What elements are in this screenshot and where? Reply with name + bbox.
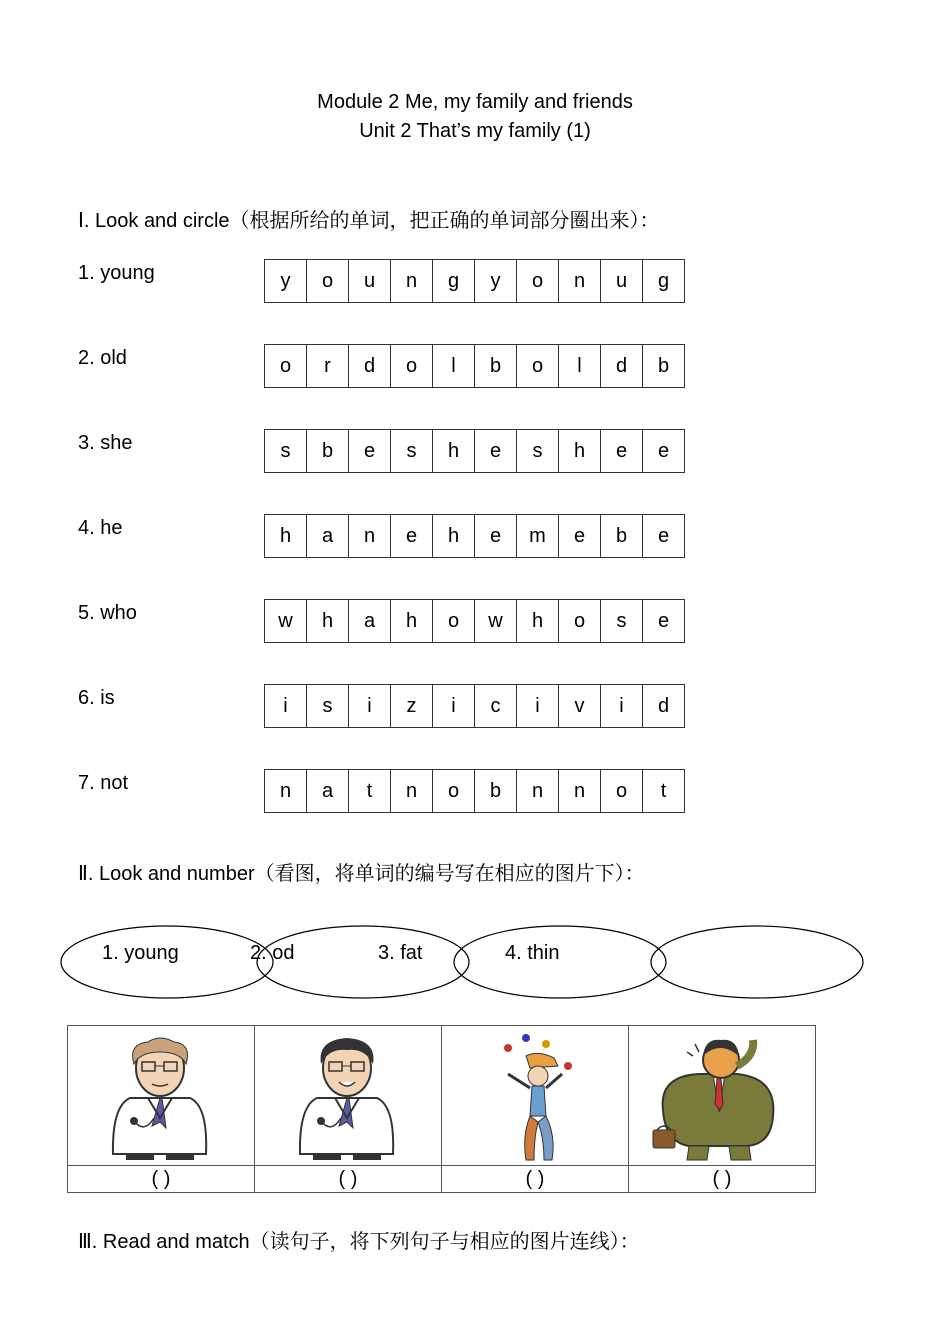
letter-cell[interactable]: s	[601, 600, 643, 642]
option-old: 2. od	[250, 942, 295, 964]
letter-cell[interactable]: h	[517, 600, 559, 642]
letter-cell[interactable]: u	[601, 260, 643, 302]
letter-cell[interactable]: r	[307, 345, 349, 387]
letter-cell[interactable]: t	[349, 770, 391, 812]
letter-cell[interactable]: t	[660, 779, 667, 802]
picture-cell	[629, 1026, 816, 1166]
section-1-heading: Ⅰ. Look and circle（根据所给的单词，把正确的单词部分圈出来）：	[78, 210, 660, 232]
picture-cell	[255, 1026, 442, 1166]
letter-cell[interactable]: w	[475, 600, 517, 642]
letter-cell[interactable]: y	[265, 260, 307, 302]
letter-cell[interactable]: n	[349, 515, 391, 557]
letter-grid	[264, 429, 685, 473]
letter-cell[interactable]: d	[657, 694, 670, 717]
letter-cell[interactable]: n	[559, 260, 601, 302]
letter-cell[interactable]: e	[657, 609, 670, 632]
letter-cell[interactable]: o	[517, 260, 559, 302]
letter-cell[interactable]: o	[307, 260, 349, 302]
letter-cell[interactable]: d	[601, 345, 643, 387]
letter-cell[interactable]: o	[391, 345, 433, 387]
letter-cell[interactable]: z	[391, 685, 433, 727]
letter-cell[interactable]: i	[601, 685, 643, 727]
letter-cell[interactable]: e	[475, 515, 517, 557]
option-young: 1. young	[102, 942, 179, 964]
letter-cell[interactable]: i	[265, 685, 307, 727]
letter-cell[interactable]: e	[391, 515, 433, 557]
letter-cell[interactable]: n	[559, 770, 601, 812]
letter-cell[interactable]: o	[559, 600, 601, 642]
letter-cell[interactable]: b	[307, 430, 349, 472]
answer-blank[interactable]: ( )	[68, 1166, 255, 1193]
letter-cell[interactable]: n	[391, 770, 433, 812]
letter-grid	[264, 684, 685, 728]
old-doctor-icon	[68, 1026, 254, 1165]
oval-shapes	[60, 922, 866, 1002]
letter-cell[interactable]: o	[517, 345, 559, 387]
letter-cell[interactable]: s	[517, 430, 559, 472]
letter-cell[interactable]: a	[307, 770, 349, 812]
letter-cell[interactable]: h	[433, 515, 475, 557]
option-fat: 3. fat	[378, 942, 423, 964]
word-label: 3. she	[78, 432, 133, 454]
answer-blank[interactable]: ( )	[442, 1166, 629, 1193]
page-title: Module 2 Me, my family and friends	[317, 91, 633, 113]
letter-grid	[264, 514, 685, 558]
letter-cell[interactable]: v	[559, 685, 601, 727]
letter-cell[interactable]: d	[349, 345, 391, 387]
letter-grid	[264, 344, 685, 388]
letter-cell[interactable]: h	[433, 430, 475, 472]
letter-cell[interactable]: b	[475, 770, 517, 812]
letter-cell[interactable]: h	[559, 430, 601, 472]
page-subtitle: Unit 2 That’s my family (1)	[359, 120, 591, 142]
word-label: 6. is	[78, 687, 115, 709]
letter-cell[interactable]: e	[657, 524, 670, 547]
letter-cell[interactable]: u	[349, 260, 391, 302]
letter-cell[interactable]: g	[657, 269, 670, 292]
thin-clown-icon	[442, 1026, 628, 1165]
section-3-heading: Ⅲ. Read and match（读句子，将下列句子与相应的图片连线）：	[78, 1231, 640, 1253]
letter-cell[interactable]: h	[265, 515, 307, 557]
word-label: 1. young	[78, 262, 155, 284]
letter-cell[interactable]: i	[517, 685, 559, 727]
letter-cell[interactable]: l	[433, 345, 475, 387]
letter-cell[interactable]: e	[657, 439, 670, 462]
young-doctor-icon	[255, 1026, 441, 1165]
letter-grid	[264, 599, 685, 643]
letter-cell[interactable]: n	[265, 770, 307, 812]
letter-grid	[264, 259, 685, 303]
letter-cell[interactable]: s	[391, 430, 433, 472]
fat-businessman-icon	[629, 1026, 815, 1165]
letter-cell[interactable]: y	[475, 260, 517, 302]
word-ovals	[60, 922, 866, 1002]
letter-cell[interactable]: a	[307, 515, 349, 557]
letter-cell[interactable]: a	[349, 600, 391, 642]
letter-cell[interactable]: c	[475, 685, 517, 727]
letter-cell[interactable]: s	[307, 685, 349, 727]
picture-cell	[442, 1026, 629, 1166]
word-label: 2. old	[78, 347, 127, 369]
letter-cell[interactable]: b	[657, 354, 670, 377]
answer-blank[interactable]: ( )	[255, 1166, 442, 1193]
letter-cell[interactable]: n	[517, 770, 559, 812]
letter-cell[interactable]: h	[307, 600, 349, 642]
letter-cell[interactable]: o	[433, 600, 475, 642]
word-label: 7. not	[78, 772, 129, 794]
letter-cell[interactable]: b	[601, 515, 643, 557]
letter-cell[interactable]: s	[265, 430, 307, 472]
picture-table	[67, 1025, 816, 1193]
letter-cell[interactable]: l	[559, 345, 601, 387]
letter-cell[interactable]: e	[559, 515, 601, 557]
letter-cell[interactable]: e	[601, 430, 643, 472]
answer-blank[interactable]: ( )	[629, 1166, 816, 1193]
option-thin: 4. thin	[505, 942, 560, 964]
letter-cell[interactable]: i	[433, 685, 475, 727]
letter-cell[interactable]: o	[265, 345, 307, 387]
letter-cell[interactable]: m	[517, 515, 559, 557]
letter-cell[interactable]: w	[265, 600, 307, 642]
letter-cell[interactable]: i	[349, 685, 391, 727]
letter-cell[interactable]: o	[601, 770, 643, 812]
letter-cell[interactable]: o	[433, 770, 475, 812]
letter-cell[interactable]: b	[475, 345, 517, 387]
section-2-heading: Ⅱ. Look and number（看图，将单词的编号写在相应的图片下）：	[78, 863, 645, 885]
letter-cell[interactable]: e	[349, 430, 391, 472]
letter-cell[interactable]: e	[475, 430, 517, 472]
word-label: 5. who	[78, 602, 137, 624]
letter-cell[interactable]: n	[391, 260, 433, 302]
letter-cell[interactable]: h	[391, 600, 433, 642]
word-label: 4. he	[78, 517, 123, 539]
picture-cell	[68, 1026, 255, 1166]
letter-grid	[264, 769, 685, 813]
letter-cell[interactable]: g	[433, 260, 475, 302]
